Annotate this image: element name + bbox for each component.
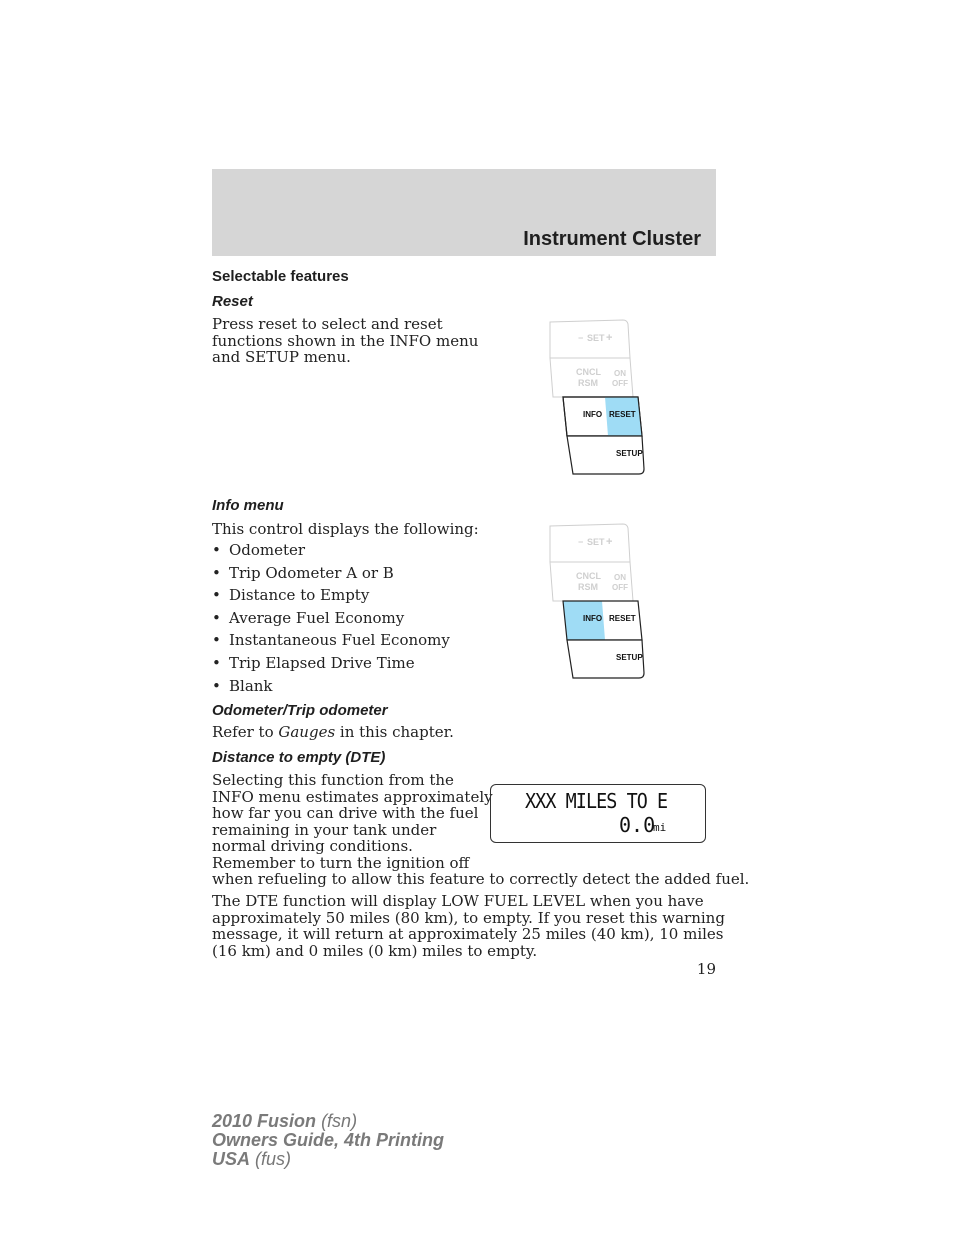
footer-model-code: (fsn) bbox=[321, 1111, 358, 1131]
gauges-reference: Gauges bbox=[278, 723, 336, 741]
text-line: message, it will return at approximately 25 miles (40 km), 10 miles bbox=[212, 925, 724, 943]
section-title: Selectable features bbox=[212, 268, 349, 285]
info-label: INFO bbox=[583, 410, 603, 419]
odometer-paragraph bbox=[212, 724, 454, 741]
dte-display-value: 0.0 bbox=[619, 813, 656, 837]
page-number: 19 bbox=[696, 960, 716, 978]
text-line: The DTE function will display LOW FUEL LEVEL when you have bbox=[212, 892, 704, 910]
cncl-label: CNCL bbox=[576, 367, 601, 377]
setup-label: SETUP bbox=[616, 653, 643, 662]
footer-line-region bbox=[212, 1150, 444, 1169]
off-label: OFF bbox=[612, 583, 628, 592]
text-line: remaining in your tank under bbox=[212, 820, 437, 839]
list-item: • Odometer bbox=[212, 539, 512, 562]
text-line: when refueling to allow this feature to correctly detect the added fuel. bbox=[212, 870, 750, 888]
text-run: in this chapter. bbox=[335, 723, 454, 741]
minus-label: − bbox=[578, 537, 584, 547]
reset-label: RESET bbox=[609, 410, 636, 419]
text-line: approximately 50 miles (80 km), to empty. If you reset this warning bbox=[212, 908, 725, 927]
reset-heading: Reset bbox=[212, 293, 253, 310]
footer-line-guide bbox=[212, 1131, 444, 1150]
off-label: OFF bbox=[612, 379, 628, 388]
reset-label: RESET bbox=[609, 614, 636, 623]
text-line: INFO menu estimates approximately bbox=[212, 787, 493, 806]
dte-heading: Distance to empty (DTE) bbox=[212, 749, 386, 766]
info-menu-intro: This control displays the following: bbox=[212, 520, 479, 538]
text-line: normal driving conditions. bbox=[212, 837, 413, 855]
text-line: how far you can drive with the fuel bbox=[212, 804, 479, 822]
list-item: • Trip Odometer A or B bbox=[212, 562, 512, 585]
list-item: • Average Fuel Economy bbox=[212, 607, 512, 630]
list-item: • Distance to Empty bbox=[212, 584, 512, 607]
minus-label: − bbox=[578, 333, 584, 343]
info-label: INFO bbox=[583, 614, 603, 623]
header-band bbox=[212, 169, 716, 256]
footer-region: USA bbox=[212, 1149, 251, 1169]
steering-control-figure-reset bbox=[545, 318, 657, 478]
text-line: Press reset to select and reset bbox=[212, 315, 443, 333]
list-item: • Trip Elapsed Drive Time bbox=[212, 652, 512, 675]
list-item: • Blank bbox=[212, 675, 512, 698]
cncl-label: CNCL bbox=[576, 571, 601, 581]
footer-guide: Owners Guide, 4th Printing bbox=[212, 1130, 445, 1150]
rsm-label: RSM bbox=[578, 378, 598, 388]
footer-line-model bbox=[212, 1112, 444, 1131]
info-menu-list bbox=[212, 539, 512, 697]
on-label: ON bbox=[614, 369, 626, 378]
dte-display-unit: mi bbox=[653, 821, 667, 834]
plus-label: + bbox=[606, 332, 613, 344]
dte-display-figure bbox=[490, 784, 706, 843]
footer-model: 2010 Fusion bbox=[212, 1111, 317, 1131]
text-run: Refer to bbox=[212, 723, 279, 741]
page-header-title: Instrument Cluster bbox=[523, 228, 701, 250]
dte-warning-paragraph bbox=[212, 892, 725, 960]
info-menu-heading: Info menu bbox=[212, 497, 284, 514]
plus-label: + bbox=[606, 536, 613, 548]
rsm-label: RSM bbox=[578, 582, 598, 592]
on-label: ON bbox=[614, 573, 626, 582]
set-label: SET bbox=[587, 537, 605, 547]
dte-display-line1: XXX MILES TO E bbox=[525, 789, 668, 813]
text-line: Selecting this function from the bbox=[212, 771, 454, 789]
setup-label: SETUP bbox=[616, 449, 643, 458]
text-line: Remember to turn the ignition off bbox=[212, 853, 470, 872]
text-line: functions shown in the INFO menu bbox=[212, 331, 479, 350]
footer bbox=[212, 1112, 444, 1169]
steering-control-figure-info bbox=[545, 522, 657, 682]
set-label: SET bbox=[587, 333, 605, 343]
text-line: and SETUP menu. bbox=[212, 348, 351, 366]
reset-paragraph bbox=[212, 316, 482, 366]
text-line: (16 km) and 0 miles (0 km) miles to empty. bbox=[212, 941, 538, 960]
list-item: • Instantaneous Fuel Economy bbox=[212, 629, 512, 652]
odometer-heading: Odometer/Trip odometer bbox=[212, 702, 388, 719]
footer-region-code: (fus) bbox=[255, 1149, 292, 1169]
